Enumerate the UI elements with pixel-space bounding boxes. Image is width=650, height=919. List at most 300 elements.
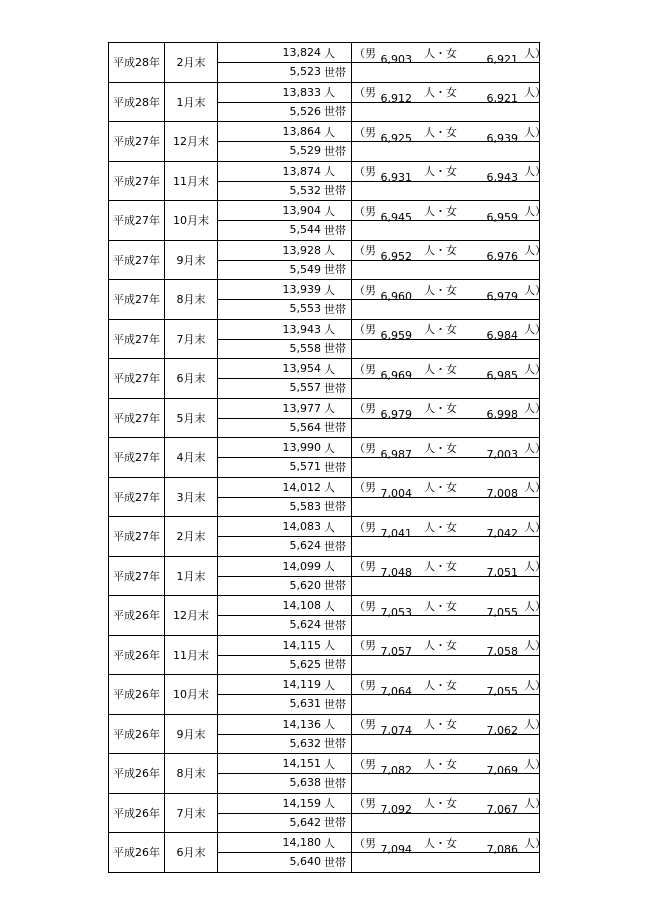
person-unit: 人: [324, 599, 335, 613]
table-row: [108, 793, 546, 833]
era-year-cell: [108, 43, 164, 82]
household-unit: 世帯: [324, 421, 346, 435]
population-line: [218, 320, 351, 340]
household-count: 5,624: [289, 618, 321, 632]
month-end-label: 12月末: [173, 609, 209, 623]
gender-line: [352, 675, 546, 698]
population-count: 13,943: [282, 322, 321, 336]
population-count: 14,083: [282, 520, 321, 534]
female-prefix: 人・女: [424, 204, 457, 218]
gender-breakdown-cell: [352, 201, 546, 240]
household-line: [218, 62, 351, 81]
male-count: 7,094: [380, 842, 412, 856]
era-year-cell: [108, 162, 164, 201]
population-line: [218, 83, 351, 103]
totals-cell: [218, 122, 352, 161]
female-prefix: 人・女: [424, 441, 457, 455]
household-unit: 世帯: [324, 184, 346, 198]
blank-line: [352, 497, 539, 516]
month-cell: [164, 320, 218, 359]
male-prefix: （男: [354, 836, 376, 850]
female-count: 6,959: [486, 210, 518, 224]
era-year: 平成27年: [113, 451, 160, 465]
household-count: 5,553: [289, 302, 321, 316]
population-count: 13,977: [282, 401, 321, 415]
era-year: 平成26年: [113, 846, 160, 860]
female-count: 7,042: [486, 526, 518, 540]
gender-suffix: 人）: [524, 402, 546, 416]
blank-line: [352, 852, 539, 871]
totals-cell: [218, 280, 352, 319]
household-unit: 世帯: [324, 263, 346, 277]
household-count: 5,624: [289, 539, 321, 553]
gender-breakdown-cell: [352, 399, 546, 438]
male-prefix: （男: [354, 520, 376, 534]
totals-cell: [218, 715, 352, 754]
table-row: [108, 358, 546, 398]
male-count: 7,074: [380, 724, 412, 738]
household-line: [218, 339, 351, 358]
population-count: 13,833: [282, 85, 321, 99]
male-prefix: （男: [354, 639, 376, 653]
table-row: [108, 753, 546, 793]
male-count: 7,092: [380, 803, 412, 817]
person-unit: 人: [324, 678, 335, 692]
population-line: [218, 280, 351, 300]
totals-cell: [218, 201, 352, 240]
month-end-label: 10月末: [173, 214, 209, 228]
gender-line: [352, 754, 546, 777]
gender-suffix: 人）: [524, 481, 546, 495]
population-count: 13,824: [282, 46, 321, 60]
household-line: [218, 813, 351, 832]
male-count: 6,987: [380, 447, 412, 461]
gender-suffix: 人）: [524, 165, 546, 179]
male-prefix: （男: [354, 125, 376, 139]
month-end-label: 7月末: [176, 332, 206, 346]
population-line: [218, 754, 351, 774]
household-line: [218, 181, 351, 200]
totals-cell: [218, 320, 352, 359]
population-line: [218, 478, 351, 498]
population-count: 14,115: [282, 638, 321, 652]
month-end-label: 11月末: [173, 648, 209, 662]
household-line: [218, 378, 351, 397]
month-cell: [164, 636, 218, 675]
household-count: 5,529: [289, 144, 321, 158]
totals-cell: [218, 241, 352, 280]
population-line: [218, 715, 351, 735]
month-cell: [164, 359, 218, 398]
household-count: 5,526: [289, 104, 321, 118]
totals-cell: [218, 478, 352, 517]
gender-line: [352, 438, 546, 461]
month-cell: [164, 83, 218, 122]
blank-line: [352, 260, 539, 279]
table-row: [108, 635, 546, 675]
era-year: 平成27年: [113, 293, 160, 307]
female-prefix: 人・女: [424, 481, 457, 495]
table-row: [108, 832, 546, 873]
table-row: [108, 674, 546, 714]
household-count: 5,544: [289, 223, 321, 237]
era-year: 平成28年: [113, 56, 160, 70]
blank-line: [352, 378, 539, 397]
totals-cell: [218, 636, 352, 675]
household-count: 5,571: [289, 460, 321, 474]
era-year-cell: [108, 596, 164, 635]
female-count: 6,976: [486, 250, 518, 264]
era-year: 平成27年: [113, 372, 160, 386]
gender-breakdown-cell: [352, 43, 546, 82]
totals-cell: [218, 754, 352, 793]
population-line: [218, 636, 351, 656]
male-prefix: （男: [354, 362, 376, 376]
gender-suffix: 人）: [524, 560, 546, 574]
gender-line: [352, 557, 546, 580]
month-end-label: 9月末: [176, 253, 206, 267]
totals-cell: [218, 517, 352, 556]
era-year: 平成26年: [113, 806, 160, 820]
female-prefix: 人・女: [424, 283, 457, 297]
gender-line: [352, 517, 546, 540]
male-count: 6,931: [380, 171, 412, 185]
male-prefix: （男: [354, 323, 376, 337]
gender-line: [352, 83, 546, 106]
month-cell: [164, 280, 218, 319]
male-count: 6,979: [380, 408, 412, 422]
blank-line: [352, 181, 539, 200]
population-line: [218, 122, 351, 142]
table-row: [108, 477, 546, 517]
gender-line: [352, 636, 546, 659]
population-count: 13,874: [282, 164, 321, 178]
gender-breakdown-cell: [352, 596, 546, 635]
male-prefix: （男: [354, 560, 376, 574]
month-cell: [164, 715, 218, 754]
month-end-label: 3月末: [176, 490, 206, 504]
gender-suffix: 人）: [524, 204, 546, 218]
blank-line: [352, 299, 539, 318]
population-line: [218, 201, 351, 221]
person-unit: 人: [324, 362, 335, 376]
male-prefix: （男: [354, 204, 376, 218]
female-prefix: 人・女: [424, 797, 457, 811]
male-prefix: （男: [354, 797, 376, 811]
month-cell: [164, 478, 218, 517]
male-count: 7,041: [380, 526, 412, 540]
male-count: 7,082: [380, 763, 412, 777]
male-count: 7,048: [380, 566, 412, 580]
gender-suffix: 人）: [524, 797, 546, 811]
population-count: 14,099: [282, 559, 321, 573]
female-prefix: 人・女: [424, 244, 457, 258]
female-prefix: 人・女: [424, 125, 457, 139]
blank-line: [352, 813, 539, 832]
female-prefix: 人・女: [424, 639, 457, 653]
household-line: [218, 734, 351, 753]
month-cell: [164, 675, 218, 714]
male-count: 6,959: [380, 329, 412, 343]
blank-line: [352, 102, 539, 121]
gender-suffix: 人）: [524, 678, 546, 692]
era-year-cell: [108, 675, 164, 714]
month-cell: [164, 557, 218, 596]
gender-suffix: 人）: [524, 86, 546, 100]
household-count: 5,631: [289, 697, 321, 711]
household-count: 5,640: [289, 855, 321, 869]
gender-line: [352, 399, 546, 422]
population-count: 13,954: [282, 362, 321, 376]
household-count: 5,632: [289, 736, 321, 750]
household-unit: 世帯: [324, 381, 346, 395]
person-unit: 人: [324, 797, 335, 811]
person-unit: 人: [324, 283, 335, 297]
population-line: [218, 43, 351, 63]
female-prefix: 人・女: [424, 46, 457, 60]
totals-cell: [218, 557, 352, 596]
month-end-label: 6月末: [176, 846, 206, 860]
household-unit: 世帯: [324, 658, 346, 672]
female-count: 6,985: [486, 368, 518, 382]
female-count: 6,984: [486, 329, 518, 343]
male-count: 6,903: [380, 52, 412, 66]
era-year-cell: [108, 241, 164, 280]
male-count: 6,925: [380, 131, 412, 145]
era-year-cell: [108, 438, 164, 477]
table-row: [108, 240, 546, 280]
person-unit: 人: [324, 520, 335, 534]
era-year-cell: [108, 794, 164, 833]
male-count: 6,912: [380, 92, 412, 106]
household-count: 5,642: [289, 815, 321, 829]
era-year-cell: [108, 478, 164, 517]
table-row: [108, 279, 546, 319]
person-unit: 人: [324, 836, 335, 850]
household-count: 5,557: [289, 381, 321, 395]
table-row: [108, 516, 546, 556]
era-year: 平成26年: [113, 767, 160, 781]
population-count: 13,939: [282, 283, 321, 297]
population-count: 14,151: [282, 757, 321, 771]
household-line: [218, 497, 351, 516]
month-end-label: 8月末: [176, 767, 206, 781]
blank-line: [352, 141, 539, 160]
era-year: 平成27年: [113, 411, 160, 425]
gender-suffix: 人）: [524, 362, 546, 376]
month-end-label: 4月末: [176, 451, 206, 465]
era-year-cell: [108, 280, 164, 319]
female-prefix: 人・女: [424, 757, 457, 771]
male-count: 7,057: [380, 645, 412, 659]
gender-line: [352, 241, 546, 264]
gender-breakdown-cell: [352, 794, 546, 833]
male-prefix: （男: [354, 402, 376, 416]
totals-cell: [218, 833, 352, 872]
female-prefix: 人・女: [424, 362, 457, 376]
table-row: [108, 437, 546, 477]
female-count: 7,086: [486, 842, 518, 856]
female-count: 6,921: [486, 92, 518, 106]
era-year: 平成27年: [113, 569, 160, 583]
female-count: 7,069: [486, 763, 518, 777]
household-unit: 世帯: [324, 737, 346, 751]
blank-line: [352, 339, 539, 358]
household-unit: 世帯: [324, 855, 346, 869]
male-count: 6,960: [380, 289, 412, 303]
person-unit: 人: [324, 204, 335, 218]
gender-line: [352, 794, 546, 817]
female-prefix: 人・女: [424, 836, 457, 850]
male-prefix: （男: [354, 283, 376, 297]
blank-line: [352, 734, 539, 753]
totals-cell: [218, 399, 352, 438]
household-count: 5,564: [289, 420, 321, 434]
male-count: 6,952: [380, 250, 412, 264]
household-line: [218, 615, 351, 634]
female-prefix: 人・女: [424, 718, 457, 732]
population-line: [218, 596, 351, 616]
population-count: 13,928: [282, 243, 321, 257]
table-row: [108, 319, 546, 359]
gender-breakdown-cell: [352, 754, 546, 793]
gender-suffix: 人）: [524, 836, 546, 850]
gender-breakdown-cell: [352, 122, 546, 161]
era-year-cell: [108, 557, 164, 596]
era-year: 平成27年: [113, 135, 160, 149]
table-row: [108, 556, 546, 596]
household-unit: 世帯: [324, 697, 346, 711]
female-prefix: 人・女: [424, 599, 457, 613]
gender-breakdown-cell: [352, 438, 546, 477]
person-unit: 人: [324, 481, 335, 495]
month-cell: [164, 438, 218, 477]
month-cell: [164, 43, 218, 82]
month-cell: [164, 241, 218, 280]
totals-cell: [218, 359, 352, 398]
era-year: 平成26年: [113, 727, 160, 741]
gender-line: [352, 43, 546, 66]
female-count: 6,998: [486, 408, 518, 422]
table-row: [108, 121, 546, 161]
household-line: [218, 220, 351, 239]
household-count: 5,549: [289, 262, 321, 276]
household-count: 5,620: [289, 578, 321, 592]
blank-line: [352, 418, 539, 437]
gender-line: [352, 122, 546, 145]
totals-cell: [218, 596, 352, 635]
gender-line: [352, 359, 546, 382]
person-unit: 人: [324, 46, 335, 60]
blank-line: [352, 615, 539, 634]
population-line: [218, 794, 351, 814]
month-cell: [164, 754, 218, 793]
gender-suffix: 人）: [524, 283, 546, 297]
totals-cell: [218, 162, 352, 201]
person-unit: 人: [324, 441, 335, 455]
gender-breakdown-cell: [352, 675, 546, 714]
female-count: 6,921: [486, 52, 518, 66]
household-unit: 世帯: [324, 539, 346, 553]
household-line: [218, 655, 351, 674]
gender-suffix: 人）: [524, 125, 546, 139]
month-end-label: 10月末: [173, 688, 209, 702]
era-year: 平成26年: [113, 609, 160, 623]
person-unit: 人: [324, 244, 335, 258]
population-count: 14,108: [282, 599, 321, 613]
table-row: [108, 161, 546, 201]
era-year-cell: [108, 201, 164, 240]
household-unit: 世帯: [324, 65, 346, 79]
gender-breakdown-cell: [352, 162, 546, 201]
month-end-label: 2月末: [176, 530, 206, 544]
female-count: 6,943: [486, 171, 518, 185]
person-unit: 人: [324, 560, 335, 574]
person-unit: 人: [324, 86, 335, 100]
totals-cell: [218, 794, 352, 833]
household-unit: 世帯: [324, 460, 346, 474]
era-year-cell: [108, 399, 164, 438]
month-cell: [164, 201, 218, 240]
blank-line: [352, 655, 539, 674]
era-year: 平成27年: [113, 174, 160, 188]
male-count: 7,053: [380, 605, 412, 619]
month-end-label: 2月末: [176, 56, 206, 70]
month-cell: [164, 122, 218, 161]
household-unit: 世帯: [324, 618, 346, 632]
era-year: 平成26年: [113, 688, 160, 702]
era-year: 平成27年: [113, 530, 160, 544]
female-count: 7,051: [486, 566, 518, 580]
household-line: [218, 457, 351, 476]
era-year-cell: [108, 833, 164, 872]
totals-cell: [218, 83, 352, 122]
female-count: 7,055: [486, 605, 518, 619]
blank-line: [352, 536, 539, 555]
person-unit: 人: [324, 757, 335, 771]
household-unit: 世帯: [324, 223, 346, 237]
male-prefix: （男: [354, 165, 376, 179]
population-count: 14,159: [282, 796, 321, 810]
month-end-label: 8月末: [176, 293, 206, 307]
male-prefix: （男: [354, 46, 376, 60]
gender-suffix: 人）: [524, 520, 546, 534]
male-prefix: （男: [354, 678, 376, 692]
population-line: [218, 675, 351, 695]
person-unit: 人: [324, 718, 335, 732]
person-unit: 人: [324, 323, 335, 337]
male-prefix: （男: [354, 599, 376, 613]
female-prefix: 人・女: [424, 165, 457, 179]
era-year: 平成28年: [113, 95, 160, 109]
gender-breakdown-cell: [352, 241, 546, 280]
era-year-cell: [108, 359, 164, 398]
totals-cell: [218, 675, 352, 714]
blank-line: [352, 576, 539, 595]
female-count: 7,008: [486, 487, 518, 501]
female-prefix: 人・女: [424, 520, 457, 534]
month-cell: [164, 596, 218, 635]
era-year: 平成27年: [113, 490, 160, 504]
household-count: 5,638: [289, 776, 321, 790]
person-unit: 人: [324, 402, 335, 416]
household-count: 5,532: [289, 183, 321, 197]
era-year-cell: [108, 320, 164, 359]
blank-line: [352, 694, 539, 713]
month-end-label: 1月末: [176, 569, 206, 583]
female-prefix: 人・女: [424, 323, 457, 337]
population-line: [218, 517, 351, 537]
